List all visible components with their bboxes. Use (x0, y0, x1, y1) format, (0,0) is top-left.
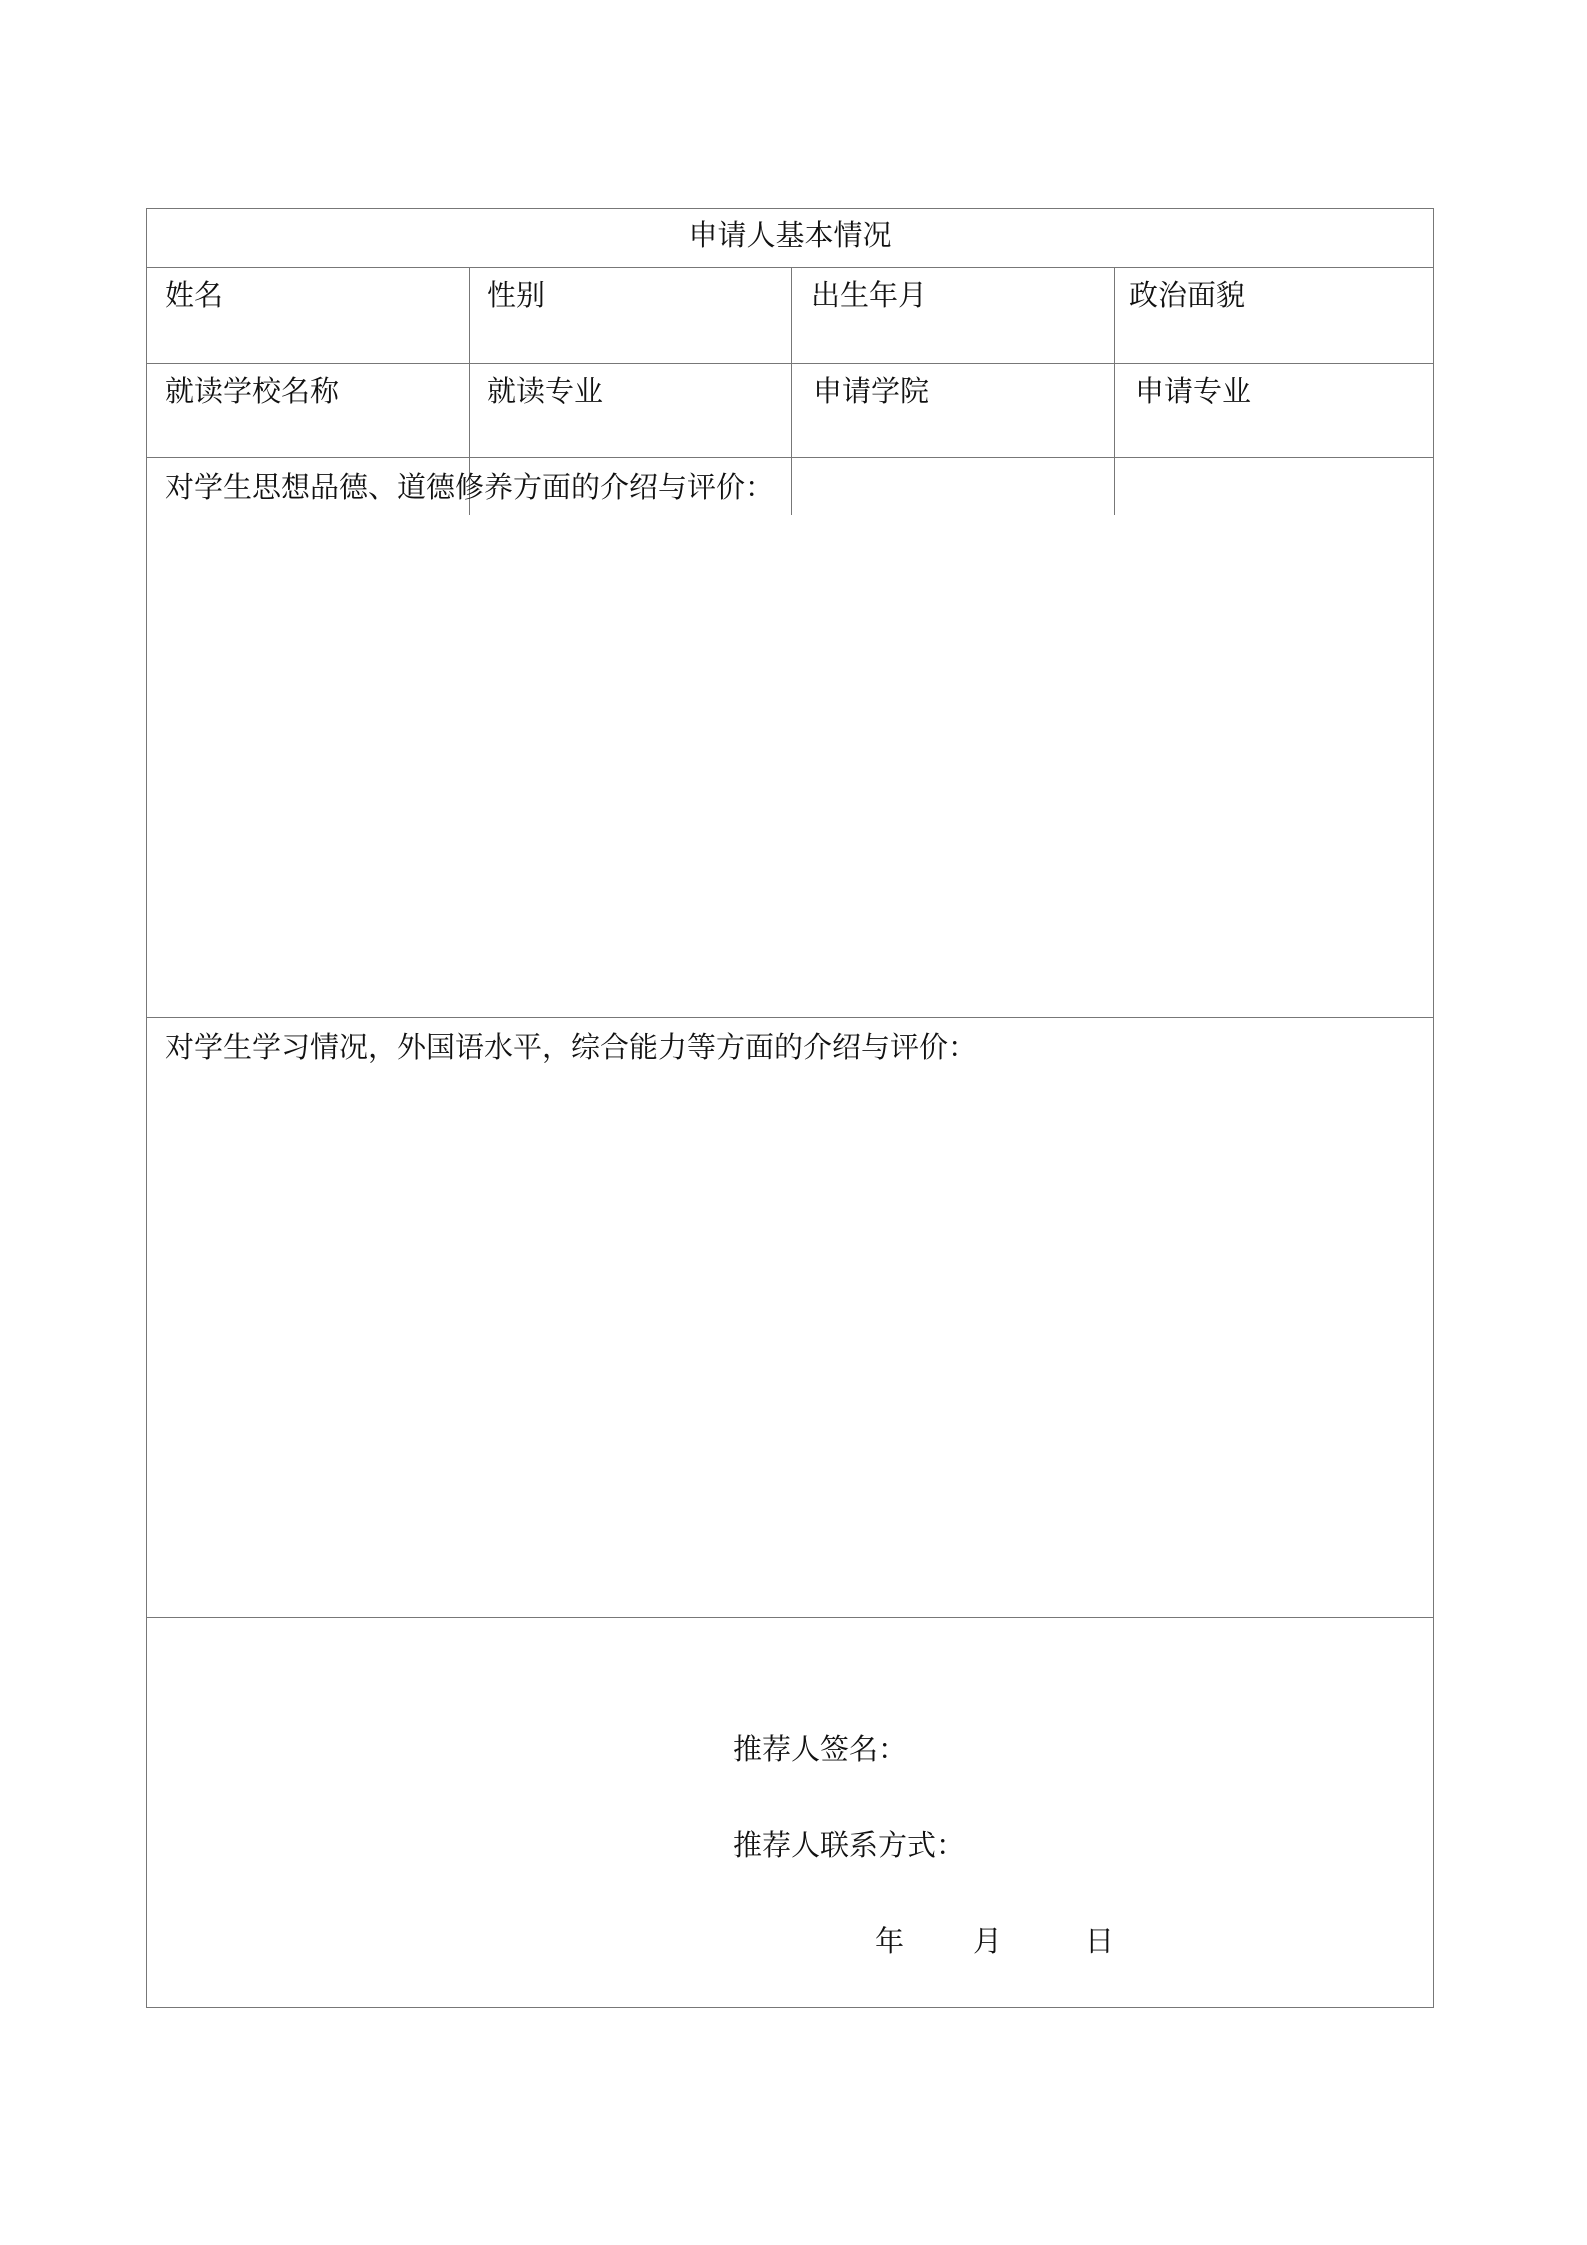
divider-row2 (147, 457, 1433, 458)
divider-row1 (147, 363, 1433, 364)
label-name: 姓名 (165, 278, 224, 312)
col-divider-3 (1114, 267, 1115, 515)
label-applied-college: 申请学院 (813, 374, 930, 408)
label-political-status: 政治面貌 (1129, 278, 1246, 312)
form-title: 申请人基本情况 (688, 218, 892, 252)
divider-study (147, 1617, 1433, 1618)
section-study-label: 对学生学习情况，外国语水平，综合能力等方面的介绍与评价： (165, 1030, 978, 1064)
divider-moral (147, 1017, 1433, 1018)
date-day-label: 日 (1085, 1924, 1115, 1958)
recommender-contact-label: 推荐人联系方式： (733, 1828, 966, 1862)
label-birth-date: 出生年月 (811, 278, 928, 312)
date-year-label: 年 (875, 1924, 905, 1958)
date-month-label: 月 (973, 1924, 1003, 1958)
divider-title (147, 267, 1433, 268)
label-current-major: 就读专业 (487, 374, 604, 408)
section-moral-label: 对学生思想品德、道德修养方面的介绍与评价： (165, 470, 775, 504)
label-school-name: 就读学校名称 (165, 374, 340, 408)
label-gender: 性别 (487, 278, 546, 312)
recommendation-form (146, 208, 1434, 2008)
label-applied-major: 申请专业 (1135, 374, 1252, 408)
recommender-signature-label: 推荐人签名： (733, 1732, 908, 1766)
col-divider-2 (791, 267, 792, 515)
